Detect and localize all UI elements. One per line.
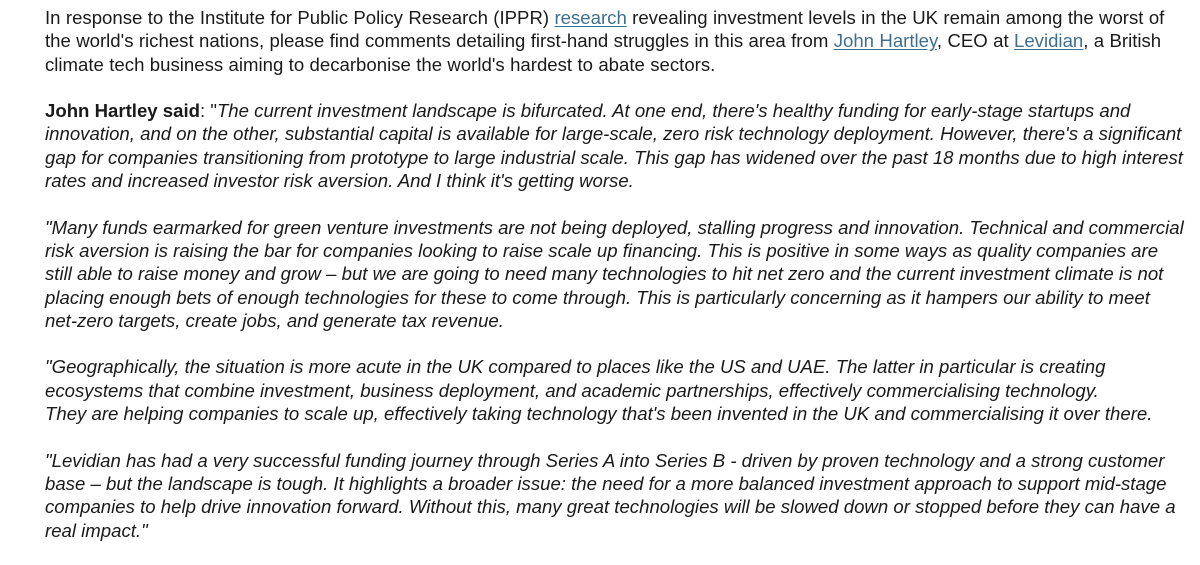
speaker-name: John Hartley said — [45, 100, 200, 122]
quote-text-2: "Many funds earmarked for green venture investments are not being deployed, stalling progress and innovation. Technical and commercial risk aversion is raising the bar for companies looking to raise scale up financing. This is positive in some ways as quality companies are still able to raise money and grow – but we are going to need many technologies to hit net zero and the current investment climate is not placing enough bets of enough technologies for these to come through. This is particularly concerning as it hampers our ability to meet net-zero targets, create jobs, and generate tax revenue. — [45, 216, 1184, 331]
quote-paragraph-4 — [45, 449, 1185, 542]
intro-text-1: In response to the Institute for Public Policy Research (IPPR) — [45, 7, 555, 28]
quote-text-3-line-2: They are helping companies to scale up, effectively taking technology that's been invented in the UK and commercialising it over there. — [45, 403, 1153, 425]
intro-text-4: , a British climate tech business aiming to decarbonise the world's hardest to abate sectors. — [45, 30, 1162, 75]
quote-text-4: "Levidian has had a very successful funding journey through Series A into Series B - driven by proven technology and a strong customer base – but the landscape is tough. It highlights a broader issue: the need for a more balanced investment approach to support mid-stage companies to help drive innovation forward. Without this, many great technologies will be slowed down or stopped before they can have a real impact." — [45, 449, 1176, 541]
quote-text-1: The current investment landscape is bifurcated. At one end, there's healthy funding for early-stage startups and innovation, and on the other, substantial capital is available for large-scale, zero risk technology deployment. However, there's a significant gap for companies transitioning from prototype to large industrial scale. This gap has widened over the past 18 months due to high interest rates and increased investor risk aversion. And I think it's getting worse. — [45, 100, 1183, 192]
intro-paragraph — [45, 6, 1185, 76]
intro-text-2: revealing investment levels in the UK remain among the worst of the world's richest nations, please find comments detailing first-hand struggles in this area from — [45, 7, 1165, 52]
intro-text-3: , CEO at — [936, 30, 1014, 52]
quote-paragraph-3 — [45, 355, 1185, 425]
speaker-separator: : " — [200, 100, 217, 122]
quote-paragraph-1 — [45, 99, 1185, 192]
levidian-link[interactable]: Levidian — [1013, 30, 1084, 52]
research-link[interactable]: research — [554, 7, 627, 28]
press-statement — [45, 6, 1185, 565]
john-hartley-link[interactable]: John Hartley — [833, 30, 937, 52]
quote-paragraph-2 — [45, 216, 1185, 332]
quote-text-3-line-1: "Geographically, the situation is more acute in the UK compared to places like the US and UAE. The latter in particular is creating ecosystems that combine investment, business deployment, and academic partnerships, effectively commercialising technology. — [45, 356, 1106, 401]
